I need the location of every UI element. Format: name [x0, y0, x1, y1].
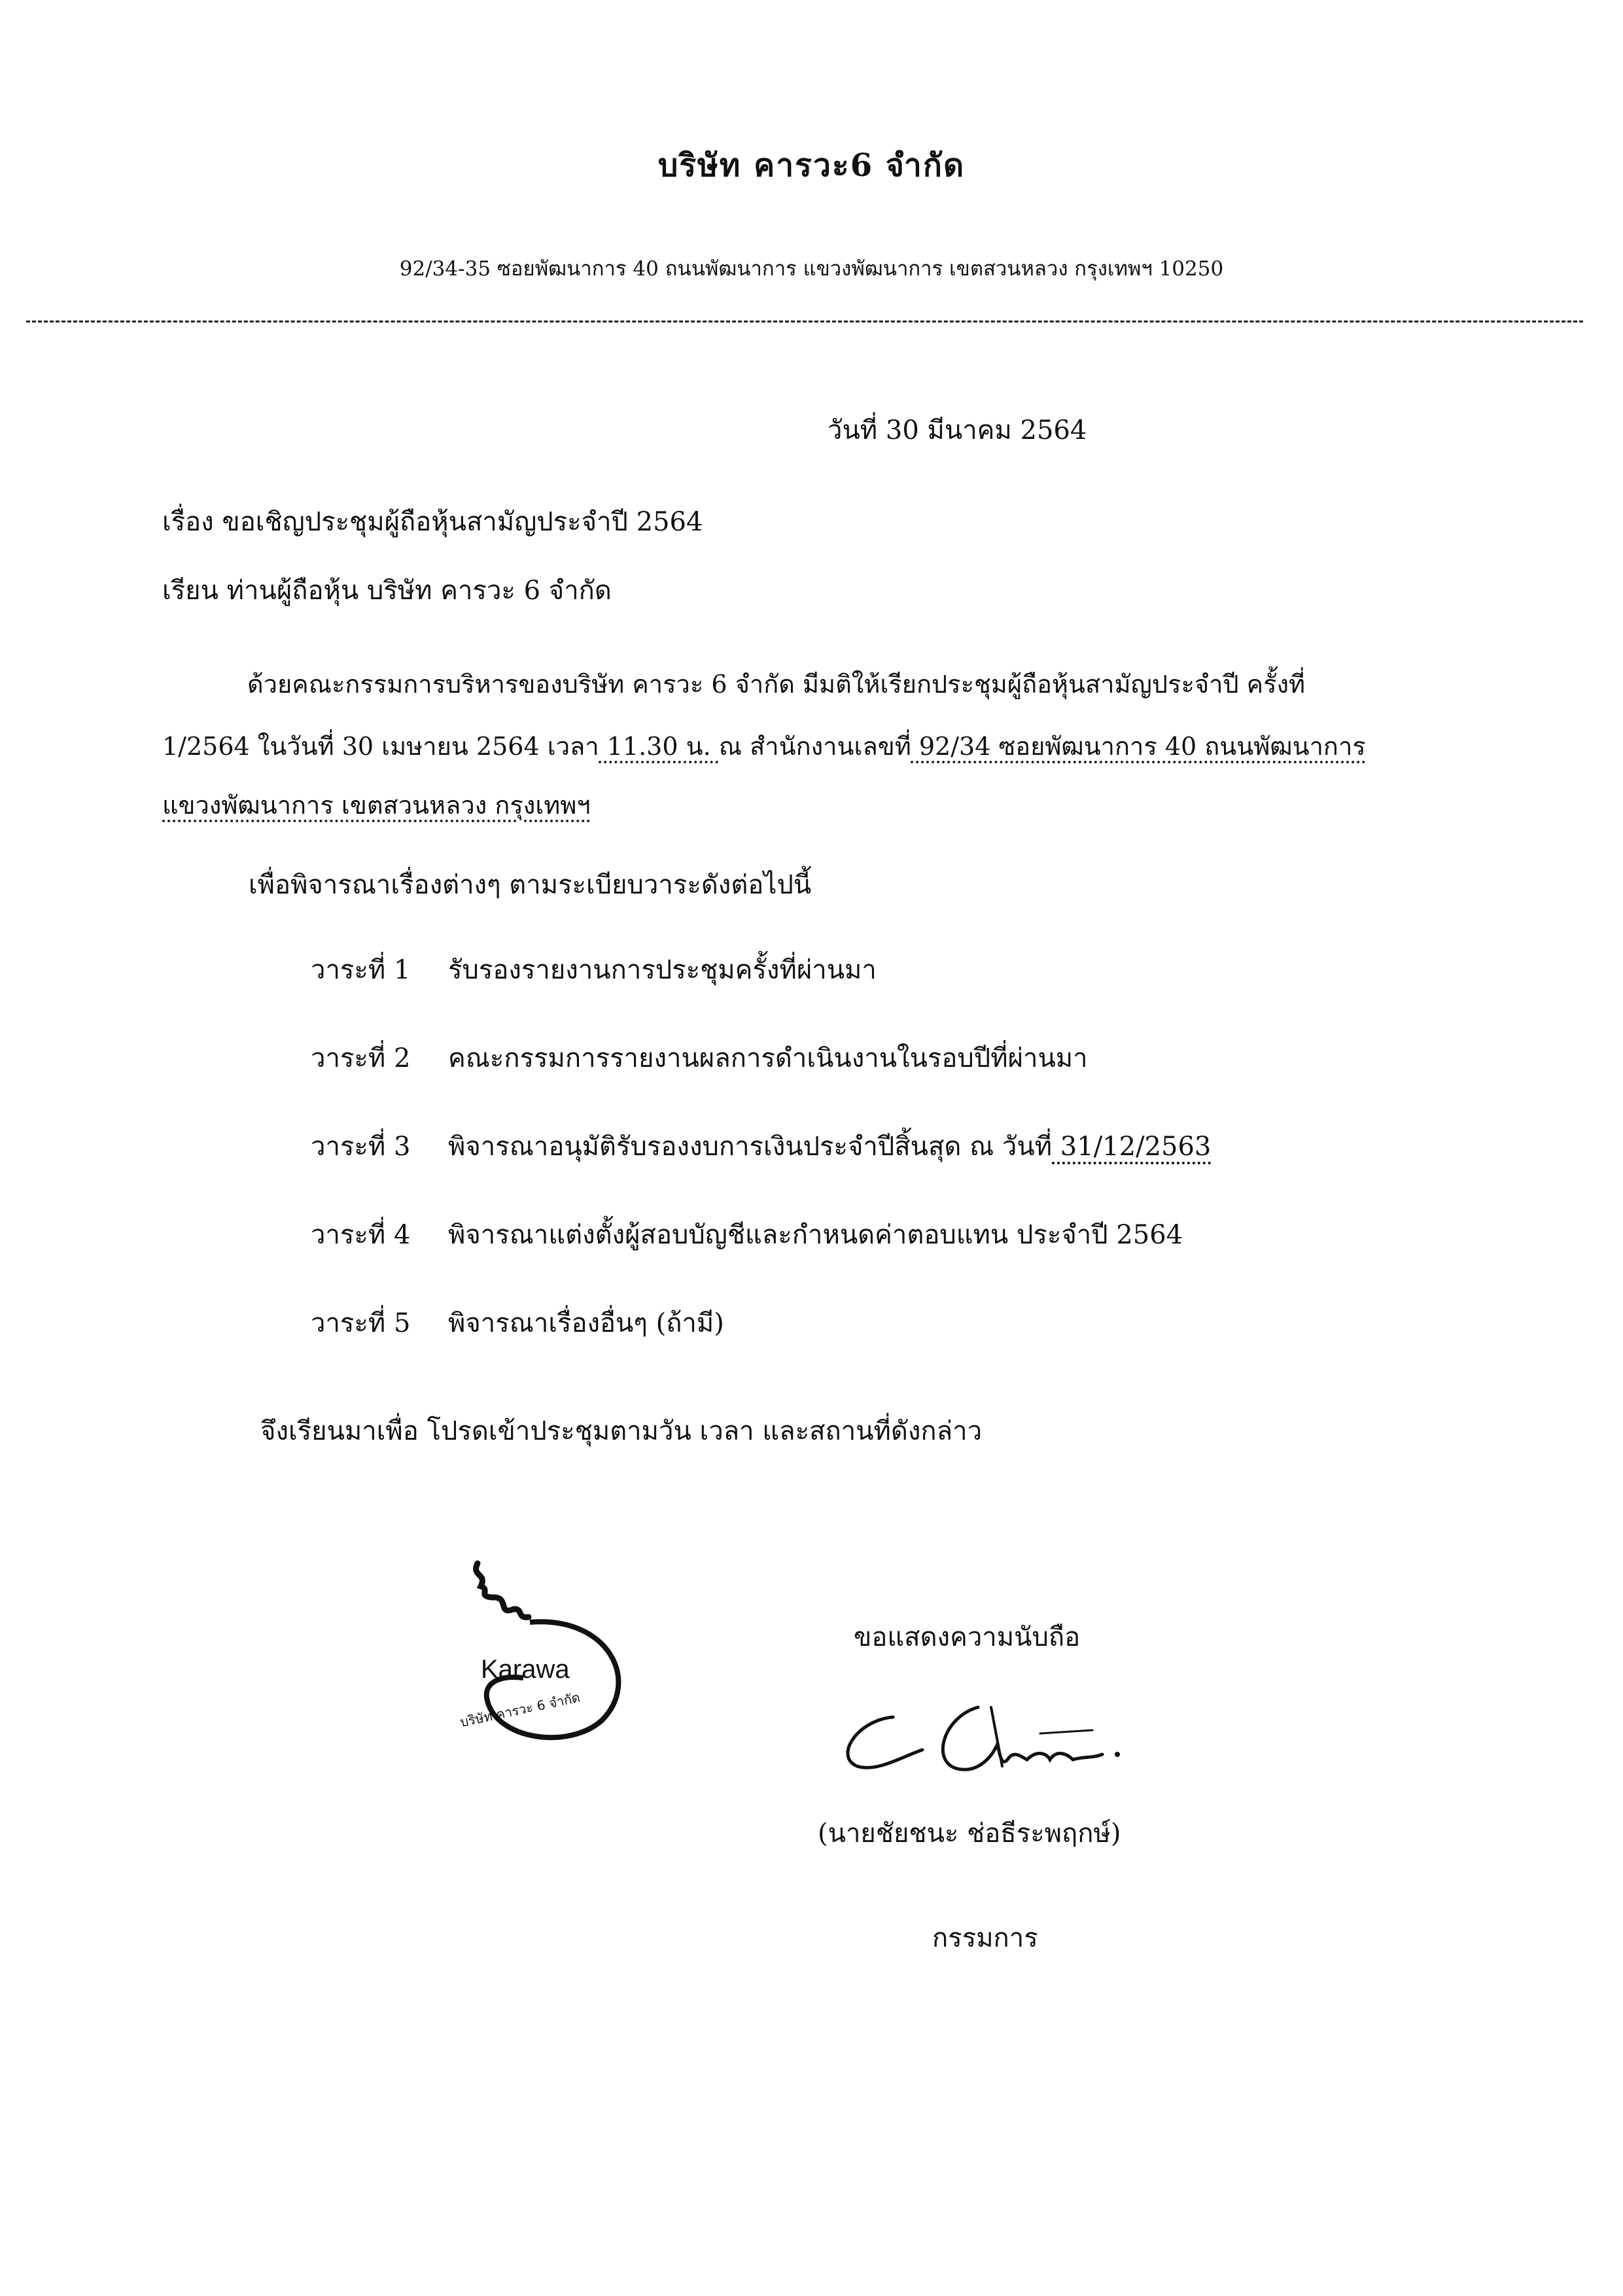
dashed-divider	[26, 321, 1583, 322]
office-address: 92/34 ซอยพัฒนาการ 40 ถนนพัฒนาการ	[911, 732, 1366, 761]
body-line-2-a: 1/2564 ในวันที่ 30 เมษายน 2564 เวลา	[162, 732, 599, 761]
agenda-number: วาระที่ 2	[311, 1043, 411, 1073]
agenda-text: คณะกรรมการรายงานผลการดำเนินงานในรอบปีที่ผ่านมา	[448, 1043, 1088, 1073]
agenda-number: วาระที่ 4	[311, 1220, 411, 1250]
agenda-text	[448, 1125, 1211, 1167]
body-line-3: แขวงพัฒนาการ เขตสวนหลวง กรุงเทพฯ	[162, 791, 591, 820]
body-line-2-b: ณ สำนักงานเลขที่	[718, 732, 911, 761]
meeting-time: 11.30 น.	[599, 732, 719, 761]
signer-name: (นายชัยชนะ ช่อธีระพฤกษ์)	[818, 1818, 1121, 1849]
agenda-number: วาระที่ 3	[311, 1132, 411, 1162]
letter-date: วันที่ 30 มีนาคม 2564	[828, 415, 1087, 445]
letter-subject: เรื่อง ขอเชิญประชุมผู้ถือหุ้นสามัญประจำปี 2564	[162, 507, 703, 537]
body-line-1: ด้วยคณะกรรมการบริหารของบริษัท คารวะ 6 จำกัด มีมติให้เรียกประชุมผู้ถือหุ้นสามัญประจำปี ครั้งที่	[247, 670, 1306, 699]
company-address: 92/34-35 ซอยพัฒนาการ 40 ถนนพัฒนาการ แขวงพัฒนาการ เขตสวนหลวง กรุงเทพฯ 10250	[399, 257, 1224, 281]
agenda-text: พิจารณาเรื่องอื่นๆ (ถ้ามี)	[448, 1308, 724, 1338]
agenda-text: รับรองรายงานการประชุมครั้งที่ผ่านมา	[448, 955, 877, 985]
agenda-intro: เพื่อพิจารณาเรื่องต่างๆ ตามระเบียบวาระดังต่อไปนี้	[249, 870, 812, 900]
body-line-2	[162, 726, 1366, 766]
seal-brand-text: Karawa	[481, 1655, 570, 1684]
signer-position: กรรมการ	[932, 1923, 1038, 1953]
agenda-number: วาระที่ 1	[311, 955, 411, 985]
seal-caption-text: บริษัท คารวะ 6 จำกัด	[459, 1689, 582, 1730]
regards-line: ขอแสดงความนับถือ	[854, 1622, 1081, 1652]
company-title: บริษัท คารวะ6 จำกัด	[657, 147, 966, 184]
company-seal-logo	[451, 1557, 641, 1753]
agenda-3-text: พิจารณาอนุมัติรับรองงบการเงินประจำปีสิ้นสุด ณ วันที่	[448, 1132, 1053, 1162]
fiscal-end-date: 31/12/2563	[1052, 1132, 1212, 1162]
handwritten-signature	[831, 1694, 1145, 1792]
closing-line: จึงเรียนมาเพื่อ โปรดเข้าประชุมตามวัน เวลา และสถานที่ดังกล่าว	[260, 1416, 983, 1446]
agenda-text: พิจารณาแต่งตั้งผู้สอบบัญชีและกำหนดค่าตอบแทน ประจำปี 2564	[448, 1220, 1183, 1250]
letter-recipient: เรียน ท่านผู้ถือหุ้น บริษัท คารวะ 6 จำกัด	[162, 576, 612, 606]
agenda-number: วาระที่ 5	[311, 1308, 411, 1338]
